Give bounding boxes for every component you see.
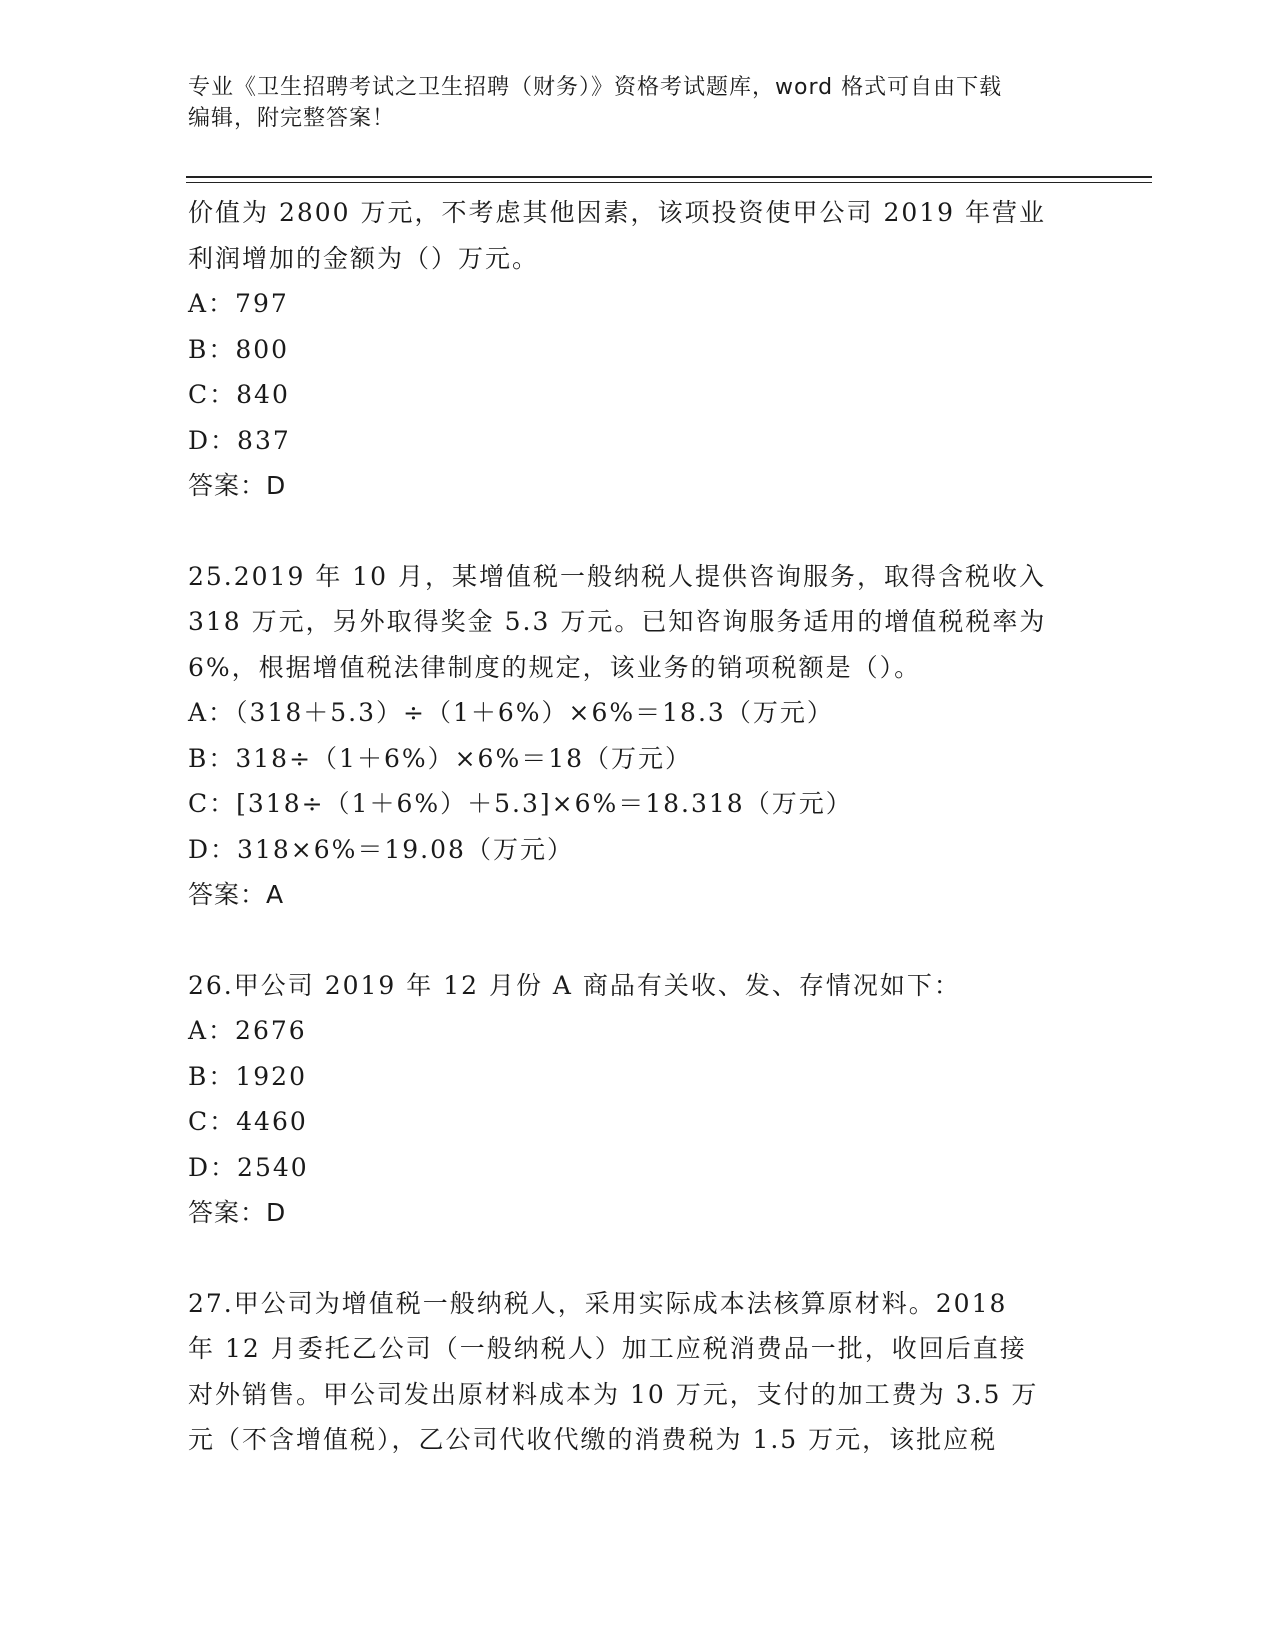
header-line-2: 编辑，附完整答案！ bbox=[188, 106, 396, 131]
option-d: D：837 bbox=[188, 425, 291, 455]
header-divider-thick bbox=[186, 176, 1152, 178]
question-27 bbox=[188, 1281, 1088, 1463]
option-b: B：318÷（1＋6%）×6%＝18（万元） bbox=[188, 743, 693, 773]
option-b: B：800 bbox=[188, 334, 290, 364]
question-text-line: 25.2019 年 10 月，某增值税一般纳税人提供咨询服务，取得含税收入 bbox=[188, 561, 1047, 591]
question-spacer bbox=[188, 509, 1088, 554]
question-text-line: 利润增加的金额为（）万元。 bbox=[188, 243, 540, 273]
option-a: A：（318＋5.3）÷（1＋6%）×6%＝18.3（万元） bbox=[188, 698, 834, 727]
question-24 bbox=[188, 190, 1088, 509]
question-text-line: 价值为 2800 万元，不考虑其他因素，该项投资使甲公司 2019 年营业 bbox=[188, 198, 1047, 227]
header-line-1: 专业《卫生招聘考试之卫生招聘（财务）》资格考试题库，word 格式可自由下载 bbox=[188, 75, 1003, 100]
question-text-line: 年 12 月委托乙公司（一般纳税人）加工应税消费品一批，收回后直接 bbox=[188, 1334, 1027, 1363]
question-text-line: 318 万元，另外取得奖金 5.3 万元。已知咨询服务适用的增值税税率为 bbox=[188, 607, 1047, 636]
answer-label: 答案：D bbox=[188, 471, 287, 500]
header-divider-thin bbox=[186, 182, 1152, 183]
option-d: D：318×6%＝19.08（万元） bbox=[188, 834, 574, 864]
option-a: A：2676 bbox=[188, 1016, 307, 1045]
option-d: D：2540 bbox=[188, 1152, 309, 1182]
question-spacer bbox=[188, 1236, 1088, 1281]
option-c: C：[318÷（1＋6%）＋5.3]×6%＝18.318（万元） bbox=[188, 789, 853, 818]
question-spacer bbox=[188, 918, 1088, 963]
question-text-line: 对外销售。甲公司发出原材料成本为 10 万元，支付的加工费为 3.5 万 bbox=[188, 1379, 1039, 1409]
answer-label: 答案：A bbox=[188, 880, 285, 909]
question-text-line: 6%，根据增值税法律制度的规定，该业务的销项税额是（）。 bbox=[188, 652, 922, 682]
question-text-line: 元（不含增值税），乙公司代收代缴的消费税为 1.5 万元，该批应税 bbox=[188, 1425, 998, 1454]
option-c: C：4460 bbox=[188, 1107, 308, 1136]
option-c: C：840 bbox=[188, 380, 290, 409]
answer-label: 答案：D bbox=[188, 1198, 287, 1227]
option-a: A：797 bbox=[188, 289, 289, 318]
question-text-line: 27.甲公司为增值税一般纳税人，采用实际成本法核算原材料。2018 bbox=[188, 1288, 1008, 1318]
option-b: B：1920 bbox=[188, 1061, 307, 1091]
question-26 bbox=[188, 963, 1088, 1236]
document-body bbox=[188, 190, 1088, 1463]
question-text-line: 26.甲公司 2019 年 12 月份 A 商品有关收、发、存情况如下： bbox=[188, 970, 961, 1000]
page-header bbox=[188, 72, 1088, 134]
question-25 bbox=[188, 554, 1088, 918]
